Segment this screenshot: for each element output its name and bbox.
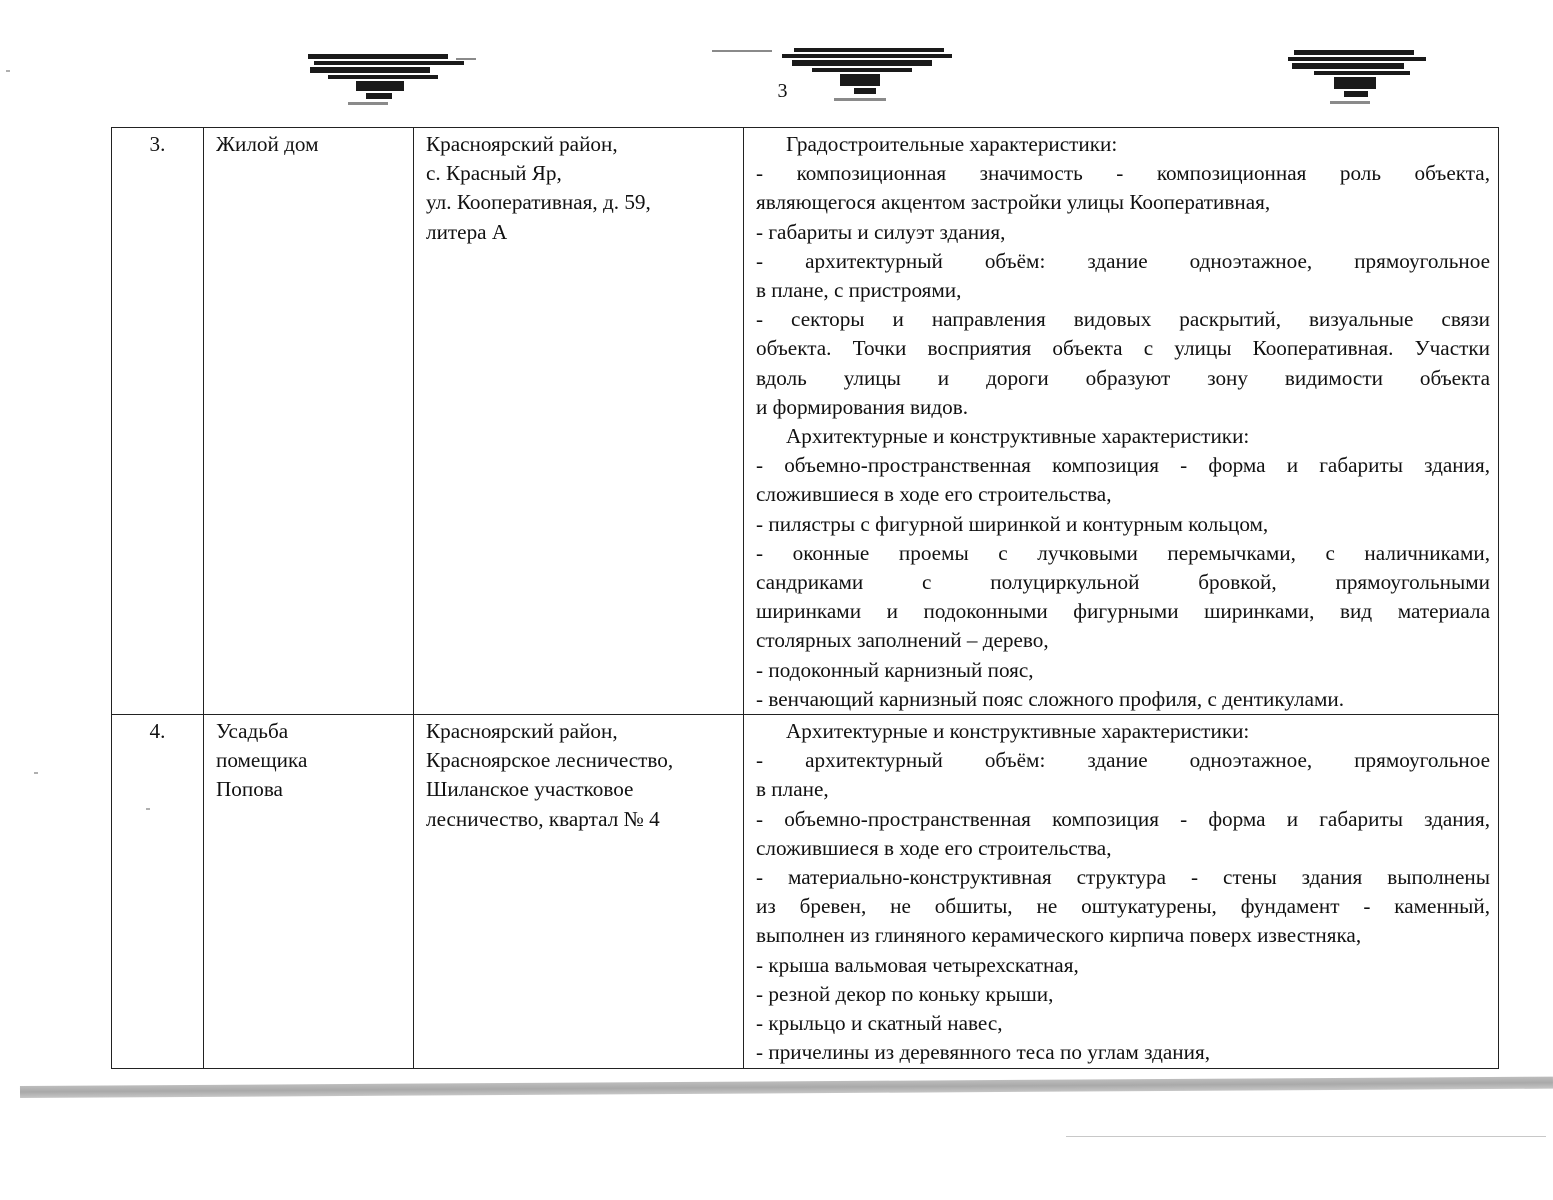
object-name bbox=[204, 128, 414, 715]
characteristic-line: - габариты и силуэт здания, bbox=[756, 219, 1006, 244]
scan-artifact-dot bbox=[6, 70, 10, 72]
object-address-line: Красноярский район, bbox=[426, 719, 618, 744]
characteristic-line: - материально-конструктивная структура - стены здания выполнены bbox=[756, 865, 1490, 890]
characteristic-line: - крыльцо и скатный навес, bbox=[756, 1011, 1003, 1036]
row-number bbox=[112, 715, 204, 1068]
characteristic-line: в плане, bbox=[756, 777, 829, 802]
object-address bbox=[414, 128, 744, 715]
object-address-line: лесничество, квартал № 4 bbox=[426, 806, 660, 831]
characteristic-line: - пилястры с фигурной ширинкой и контурным кольцом, bbox=[756, 511, 1269, 536]
row-number bbox=[112, 128, 204, 715]
characteristics-heading: Архитектурные и конструктивные характеристики: bbox=[786, 719, 1250, 744]
characteristic-line: - объемно-пространственная композиция - форма и габариты здания, bbox=[756, 806, 1490, 831]
characteristic-line: объекта. Точки восприятия объекта с улицы Кооперативная. Участки bbox=[756, 336, 1490, 361]
characteristic-line: - объемно-пространственная композиция - форма и габариты здания, bbox=[756, 453, 1490, 478]
characteristic-line: - архитектурный объём: здание одноэтажное, прямоугольное bbox=[756, 248, 1490, 273]
object-name-line: Усадьба bbox=[216, 719, 289, 744]
row-number-text: 3. bbox=[149, 132, 166, 156]
object-name-line: помещика bbox=[216, 748, 308, 773]
object-name bbox=[204, 715, 414, 1068]
scan-artifact-dot bbox=[34, 772, 38, 774]
object-address bbox=[414, 715, 744, 1068]
object-name-line: Попова bbox=[216, 777, 283, 802]
table-row bbox=[112, 715, 1499, 1068]
characteristic-line: сложившиеся в ходе его строительства, bbox=[756, 482, 1112, 507]
characteristic-line: - крыша вальмовая четырехскатная, bbox=[756, 952, 1079, 977]
characteristic-line: сандриками с полуциркульной бровкой, прямоугольными bbox=[756, 570, 1490, 595]
characteristic-line: выполнен из глиняного керамического кирпича поверх известняка, bbox=[756, 923, 1362, 948]
scan-edge-line bbox=[1066, 1136, 1546, 1137]
characteristic-line: - причелины из деревянного теса по углам здания, bbox=[756, 1040, 1211, 1065]
object-address-line: Красноярский район, bbox=[426, 132, 618, 156]
scan-edge-shadow bbox=[20, 1077, 1553, 1098]
characteristic-line: - архитектурный объём: здание одноэтажное, прямоугольное bbox=[756, 748, 1490, 773]
object-name-line: Жилой дом bbox=[216, 132, 319, 156]
object-address-line: Шиланское участковое bbox=[426, 777, 634, 802]
characteristic-line: - венчающий карнизный пояс сложного профиля, с дентикулами. bbox=[756, 686, 1345, 711]
characteristics-heading: Архитектурные и конструктивные характеристики: bbox=[786, 424, 1250, 449]
object-characteristics bbox=[744, 715, 1499, 1068]
object-address-line: ул. Кооперативная, д. 59, bbox=[426, 190, 651, 215]
characteristic-line: сложившиеся в ходе его строительства, bbox=[756, 835, 1112, 860]
characteristic-line: и формирования видов. bbox=[756, 394, 969, 419]
object-address-line: с. Красный Яр, bbox=[426, 161, 562, 186]
heritage-objects-table bbox=[111, 127, 1499, 1069]
table-row bbox=[112, 128, 1499, 715]
characteristic-line: в плане, с пристроями, bbox=[756, 278, 962, 303]
characteristic-line: - подоконный карнизный пояс, bbox=[756, 657, 1034, 682]
page-number: 3 bbox=[777, 80, 788, 102]
characteristic-line: - секторы и направления видовых раскрытий, визуальные связи bbox=[756, 307, 1490, 332]
object-address-line: литера А bbox=[426, 219, 508, 244]
scan-artifact-dot bbox=[146, 808, 150, 810]
row-number-text: 4. bbox=[149, 719, 166, 744]
table-body bbox=[112, 128, 1499, 1069]
characteristic-line: являющегося акцентом застройки улицы Кооперативная, bbox=[756, 190, 1271, 215]
characteristic-line: столярных заполнений – дерево, bbox=[756, 628, 1049, 653]
characteristic-line: - резной декор по коньку крыши, bbox=[756, 981, 1054, 1006]
characteristic-line: ширинками и подоконными фигурными ширинками, вид материала bbox=[756, 599, 1490, 624]
object-address-line: Красноярское лесничество, bbox=[426, 748, 674, 773]
characteristic-line: - оконные проемы с лучковыми перемычками, с наличниками, bbox=[756, 540, 1490, 565]
characteristic-line: вдоль улицы и дороги образуют зону видимости объекта bbox=[756, 365, 1490, 390]
characteristic-line: из бревен, не обшиты, не оштукатурены, фундамент - каменный, bbox=[756, 894, 1490, 919]
characteristics-heading: Градостроительные характеристики: bbox=[786, 132, 1118, 156]
object-characteristics bbox=[744, 128, 1499, 715]
characteristic-line: - композиционная значимость - композиционная роль объекта, bbox=[756, 161, 1490, 186]
